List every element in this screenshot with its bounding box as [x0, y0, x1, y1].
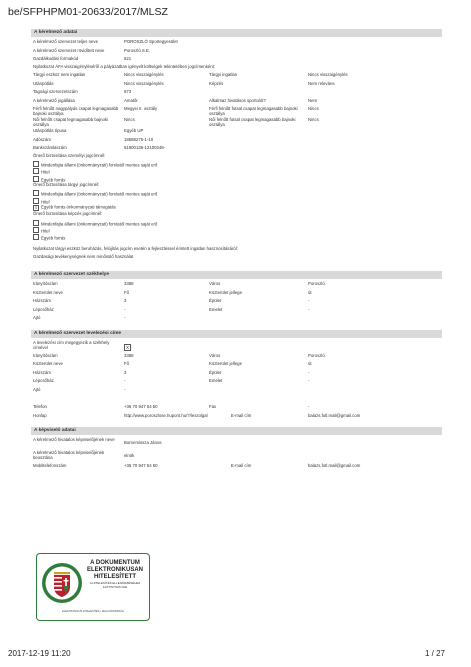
label-email: E-mail cím	[231, 463, 252, 469]
row-vat-1	[31, 72, 442, 81]
label-house-number: Házszám	[33, 298, 51, 304]
row-legal-status	[31, 98, 442, 107]
label-zip: Irányítószám	[33, 281, 58, 287]
value-rep-name: Bornemissza János	[124, 440, 162, 446]
checkbox[interactable]	[33, 198, 39, 204]
own-funds-training-heading: Önerő biztosítása képzés jogcímnél:	[33, 210, 103, 216]
row-rep-position	[31, 450, 442, 463]
row-web-email	[31, 413, 442, 422]
label-email: E-mail cím	[231, 412, 252, 418]
checkbox-label: Egyéb forrás	[41, 235, 66, 241]
vat-statement: Nyilatkozat ÁFA visszaigényléséről a pályázatban igényelt költségek tekintetében jogcímenként:	[33, 63, 216, 69]
value-bank-account: 61900136-12100248-	[124, 145, 166, 151]
document-title: be/SFPHPM01-20633/2017/MLSZ	[8, 6, 168, 18]
value-floor: -	[308, 378, 310, 384]
label-building: Épület	[209, 369, 222, 375]
value-zip: 3388	[124, 352, 134, 358]
row-seat-number	[31, 298, 442, 307]
label-rep-name: A kérelmező hivatalos képviselőjének neve	[33, 437, 115, 443]
checkbox-row[interactable]	[31, 190, 442, 197]
label-city: Város	[209, 352, 221, 358]
label-building: Épület	[209, 298, 222, 304]
row-seat-street	[31, 290, 442, 299]
value-fax: -	[308, 404, 310, 410]
checkbox-label: Hitel	[41, 228, 50, 234]
value-women-futsal-division: Nincs	[308, 117, 319, 123]
row-full-name	[31, 39, 442, 48]
row-youth-type	[31, 128, 442, 137]
checkbox[interactable]	[33, 168, 39, 174]
label-vat-property: Tárgyi ingatlan	[209, 72, 238, 78]
own-funds-personnel-heading: Önerő biztosítása személyi jogcímnél:	[33, 152, 106, 158]
row-members	[31, 89, 442, 98]
value-door: -	[124, 386, 126, 392]
label-youth-type: Utánpótlás típusa	[33, 128, 67, 134]
label-door: Ajtó	[33, 315, 41, 321]
label-vat-training: Képzés	[209, 80, 224, 86]
value-pro-athlete: Nem	[308, 97, 318, 103]
label-door: Ajtó	[33, 386, 41, 392]
label-street-type: Közterület jellege	[209, 289, 242, 295]
label-women-futsal-division: Női felnőtt futsal csapat legmagasabb bajnoki osztálya	[209, 117, 296, 128]
stamp-line-3: HITELESÍTETT	[94, 574, 136, 580]
row-bank-account	[31, 145, 442, 154]
label-full-name: A kérelmező szervezet teljes neve	[33, 39, 98, 44]
row-short-name	[31, 48, 442, 57]
label-men-division: Férfi felnőtt nagypályás csapat legmagasabb bajnoki osztálya	[33, 106, 119, 117]
value-floor: -	[308, 306, 310, 312]
checkbox-checked[interactable]: X	[125, 344, 130, 350]
row-seat-door	[31, 315, 442, 324]
label-men-futsal-division: Férfi felnőtt futsal csapat legmagasabb bajnoki osztálya	[209, 106, 298, 117]
checkbox-label: Egyéb forrás önkormányzati támogatás	[41, 204, 116, 210]
row-form-code	[31, 56, 442, 65]
checkbox-label: Hitel	[41, 169, 50, 175]
checkbox[interactable]	[33, 227, 39, 233]
row-vat-2	[31, 81, 442, 90]
checkbox-checked[interactable]: X	[34, 205, 38, 210]
checkbox-row[interactable]	[31, 234, 442, 241]
value-website[interactable]: http://www.poroszlose.hupont.hu/?/leszolgal	[124, 412, 208, 418]
value-short-name: Poroszló S.E.	[124, 47, 151, 53]
label-website: Honlap	[33, 412, 47, 418]
checkbox[interactable]	[33, 161, 39, 167]
row-same-address	[31, 340, 442, 353]
checkbox-label: Mindenfajta állami (önkormányzati) forrástól mentes saját erő	[41, 162, 158, 168]
checkbox-row[interactable]	[31, 161, 442, 168]
value-staircase: -	[124, 306, 126, 312]
value-house-number: 3	[124, 298, 127, 304]
checkbox-label: Hitel	[41, 198, 50, 204]
label-fax: Fax	[209, 404, 217, 410]
value-women-division: Nincs	[124, 117, 135, 123]
label-vat-asset: Tárgyi eszköz nem ingatlan	[33, 72, 86, 78]
label-same-address: A levelezési cím megegyezik a székhely címével	[33, 339, 110, 350]
row-rep-name	[31, 437, 442, 450]
value-city: Poroszló	[308, 281, 325, 287]
value-vat-training: Nem releváns	[308, 80, 335, 86]
label-street-type: Közterület jellege	[209, 361, 242, 367]
label-floor: Emelet	[209, 378, 223, 384]
row-seat-zip	[31, 281, 442, 290]
checkbox[interactable]	[33, 234, 39, 240]
value-full-name: POROSZLÓ Sportegyesület	[124, 39, 178, 44]
value-street-type: út	[308, 289, 312, 295]
value-men-division: Megyei II. osztály	[124, 106, 158, 112]
label-short-name: A kérelmező szervezet rövidített neve	[33, 47, 105, 53]
stamp-title	[83, 560, 147, 581]
section-header-applicant: A kérelmező adatai	[31, 29, 442, 37]
stamp-click-text: KATTINTSON IDE	[102, 584, 128, 589]
property-use-value: Gazdasági tevékenységnek nem minősülő használat	[33, 253, 134, 259]
checkbox-label: Mindenfajta állami (önkormányzati) forrástól mentes saját erő	[41, 191, 158, 197]
row-women-divisions	[31, 117, 442, 128]
label-form-code: Gazdálkodási formakód	[33, 56, 79, 61]
value-members: 873	[124, 89, 132, 95]
row-mail-stair	[31, 378, 442, 387]
label-members: Tagsági szervezetszám	[33, 89, 78, 95]
row-mail-street	[31, 361, 442, 370]
section-header-seat: A kérelmező szervezet székhelye	[31, 271, 442, 279]
form-page	[31, 29, 442, 472]
value-street-type: út	[308, 361, 312, 367]
row-mail-number	[31, 370, 442, 379]
row-phone-fax	[31, 404, 442, 413]
value-tax-number: 18588275-1-10	[124, 136, 154, 142]
label-staircase: Lépcsőház	[33, 378, 54, 384]
checkbox-label: Egyéb forrás	[41, 176, 66, 182]
label-phone: Telefon	[33, 404, 47, 410]
section-header-mailing: A kérelmező szervezet levelezési címe	[31, 330, 442, 338]
stamp-footer-text: ELEKTRONIKUS HITELESÍTÉS • MAGYARORSZÁG	[62, 610, 124, 613]
value-phone: +36 70 947 54 50	[124, 404, 158, 410]
coat-of-arms-seal-icon	[41, 562, 83, 604]
footer-page-number: 1 / 27	[424, 649, 445, 658]
label-legal-status: A kérelmező jogállása	[33, 97, 75, 103]
value-mobile: +36 70 947 54 50	[124, 463, 158, 469]
row-tax-number	[31, 137, 442, 146]
value-house-number: 3	[124, 369, 127, 375]
label-rep-position: A kérelmező hivatalos képviselőjének beosztása	[33, 450, 105, 461]
checkbox-row[interactable]	[31, 168, 442, 175]
value-legal-status: Amatőr	[124, 97, 138, 103]
value-vat-youth: Nincs visszaigénylés	[124, 80, 164, 86]
stamp-line-2: ELEKTRONIKUSAN	[86, 567, 143, 573]
checkbox[interactable]	[33, 190, 39, 196]
value-zip: 3388	[124, 281, 134, 287]
authentication-stamp[interactable]	[36, 553, 150, 621]
label-vat-youth: Utánpótlás	[33, 80, 54, 86]
value-door: -	[124, 315, 126, 321]
value-street: Fő	[124, 289, 130, 295]
stamp-verify-link[interactable]	[83, 582, 147, 589]
value-building: -	[308, 369, 310, 375]
label-floor: Emelet	[209, 306, 223, 312]
footer-timestamp: 2017-12-19 11:20	[8, 649, 71, 658]
row-seat-stair	[31, 307, 442, 316]
value-rep-position: elnök	[124, 453, 135, 459]
value-vat-asset: Nincs visszaigénylés	[124, 72, 164, 78]
checkbox[interactable]	[33, 176, 39, 182]
section-header-representative: A képviselő adatai	[31, 427, 442, 435]
own-funds-asset-heading: Önerő biztosítása tárgyi jogcímnél:	[33, 181, 100, 187]
checkbox-row[interactable]	[31, 227, 442, 234]
label-tax-number: Adószám	[33, 136, 51, 142]
value-building: -	[308, 298, 310, 304]
checkbox-label: Mindenfajta állami (önkormányzati) forrástól mentes saját erő	[41, 220, 158, 226]
label-mobile: Mobiltelefonszám	[33, 463, 67, 469]
property-use-statement: Nyilatkozat tárgyi eszköz beruházás, felújítás jogcím esetén a fejlesztéssel érintett ingatlan hasznosításáról:	[33, 246, 238, 252]
label-women-division: Női felnőtt csapat legmagasabb bajnoki osztálya	[33, 117, 109, 128]
label-house-number: Házszám	[33, 369, 51, 375]
label-street: Közterület neve	[33, 361, 63, 367]
value-street: Fő	[124, 361, 130, 367]
checkbox-row[interactable]	[31, 220, 442, 227]
checkbox[interactable]	[33, 220, 39, 226]
label-zip: Irányítószám	[33, 352, 58, 358]
label-bank-account: Bankszámlaszám	[33, 145, 67, 151]
row-men-divisions	[31, 106, 442, 117]
stamp-verify-text: A HITELESÍTÉS ELLENŐRZÉSÉHEZ	[89, 581, 141, 585]
value-youth-type: Egyéb UP	[124, 128, 144, 134]
value-men-futsal-division: Nincs	[308, 106, 319, 112]
value-vat-property: Nincs visszaigénylés	[308, 72, 348, 78]
row-mail-door	[31, 387, 442, 396]
row-mail-zip	[31, 353, 442, 362]
value-staircase: -	[124, 378, 126, 384]
stamp-line-1: A DOKUMENTUM	[90, 560, 140, 566]
row-rep-contact	[31, 463, 442, 472]
label-city: Város	[209, 281, 221, 287]
value-email[interactable]: balazs.fotl.mail@gmail.com	[308, 412, 361, 418]
value-city: Poroszló	[308, 352, 325, 358]
label-pro-athlete: Alkalmaz hivatásos sportolót?	[209, 97, 266, 103]
value-email[interactable]: balazs.fotl.mail@gmail.com	[308, 463, 361, 469]
label-street: Közterület neve	[33, 289, 63, 295]
value-form-code: 521	[124, 56, 132, 61]
label-staircase: Lépcsőház	[33, 306, 54, 312]
